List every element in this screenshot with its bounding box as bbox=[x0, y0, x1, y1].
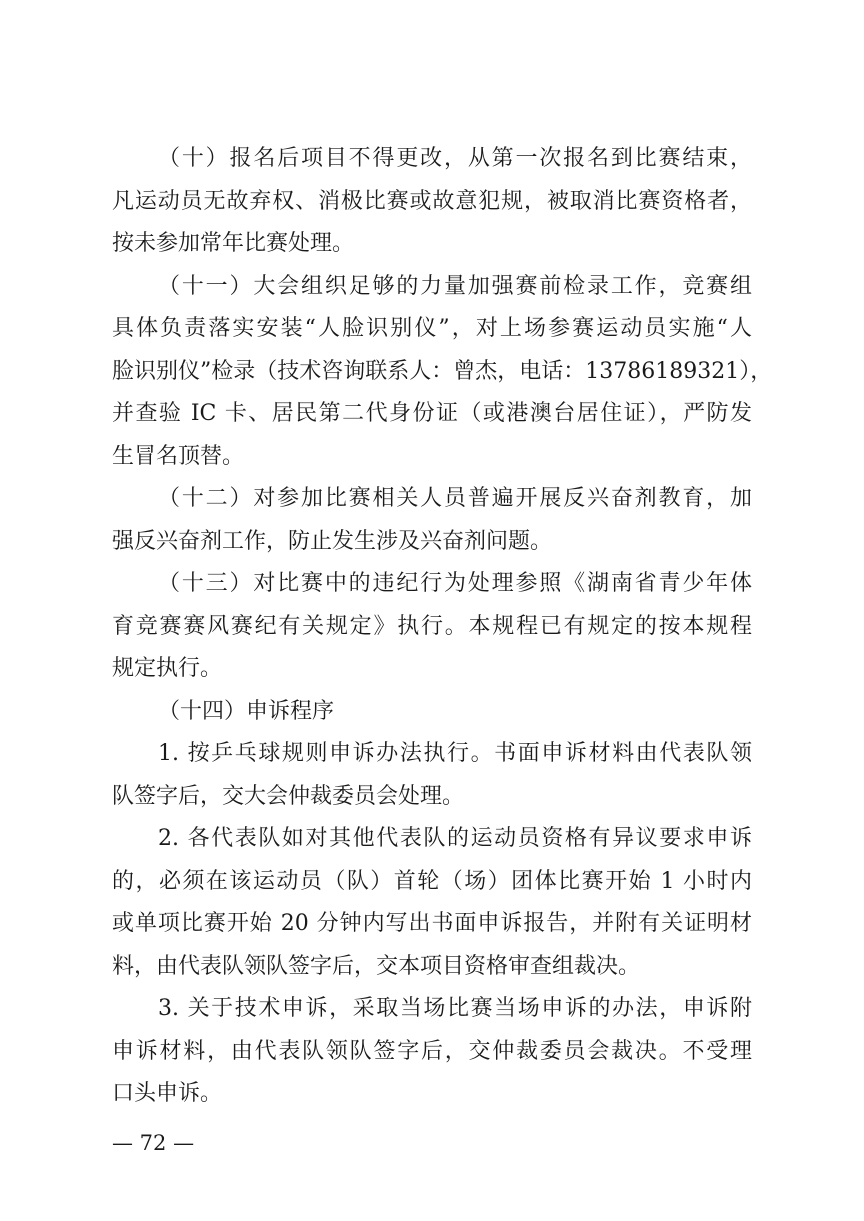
para-10-line-3: 按未参加常年比赛处理。 bbox=[112, 231, 355, 256]
para-11-line-2: 具体负责落实安装“人脸识别仪”，对上场参赛运动员实施“人 bbox=[112, 316, 752, 341]
item-3-line-2: 申诉材料，由代表队领队签字后，交仲裁委员会裁决。不受理 bbox=[112, 1038, 752, 1064]
para-13-line-3: 规定执行。 bbox=[112, 656, 223, 681]
para-11-line-4: 并查验 IC 卡、居民第二代身份证（或港澳台居住证），严防发 bbox=[112, 401, 752, 426]
para-11-line-1: （十一）大会组织足够的力量加强赛前检录工作，竞赛组 bbox=[158, 273, 752, 299]
item-2-line-2: 的，必须在该运动员（队）首轮（场）团体比赛开始 1 小时内 bbox=[112, 868, 752, 894]
item-2-line-3: 或单项比赛开始 20 分钟内写出书面申诉报告，并附有关证明材 bbox=[112, 911, 752, 936]
item-3-line-3: 口头申诉。 bbox=[112, 1081, 223, 1106]
item-3-line-1: 3. 关于技术申诉，采取当场比赛当场申诉的办法，申诉附 bbox=[158, 996, 752, 1021]
item-1-line-1: 1. 按乒乓球规则申诉办法执行。书面申诉材料由代表队领 bbox=[158, 741, 752, 766]
item-2-line-4: 料，由代表队领队签字后，交本项目资格审查组裁决。 bbox=[112, 953, 641, 979]
para-14-heading: （十四）申诉程序 bbox=[158, 698, 335, 724]
para-11-line-3: 脸识别仪”检录（技术咨询联系人：曾杰，电话：13786189321）， bbox=[112, 358, 773, 384]
item-1-line-2: 队签字后，交大会仲裁委员会处理。 bbox=[112, 783, 465, 809]
document-body bbox=[112, 138, 773, 1116]
item-2-line-1: 2. 各代表队如对其他代表队的运动员资格有异议要求申诉 bbox=[158, 826, 752, 851]
para-13-line-1: （十三）对比赛中的违纪行为处理参照《湖南省青少年体 bbox=[158, 571, 752, 596]
para-12-line-1: （十二）对参加比赛相关人员普遍开展反兴奋剂教育，加 bbox=[158, 486, 752, 511]
para-10-line-2: 凡运动员无故弃权、消极比赛或故意犯规，被取消比赛资格者， bbox=[112, 188, 752, 214]
para-12-line-2: 强反兴奋剂工作，防止发生涉及兴奋剂问题。 bbox=[112, 528, 553, 554]
page-number: — 72 — bbox=[112, 1131, 195, 1155]
para-10-line-1: （十）报名后项目不得更改，从第一次报名到比赛结束， bbox=[158, 146, 752, 171]
para-11-line-5: 生冒名顶替。 bbox=[112, 443, 245, 469]
para-13-line-2: 育竞赛赛风赛纪有关规定》执行。本规程已有规定的按本规程 bbox=[112, 613, 752, 639]
